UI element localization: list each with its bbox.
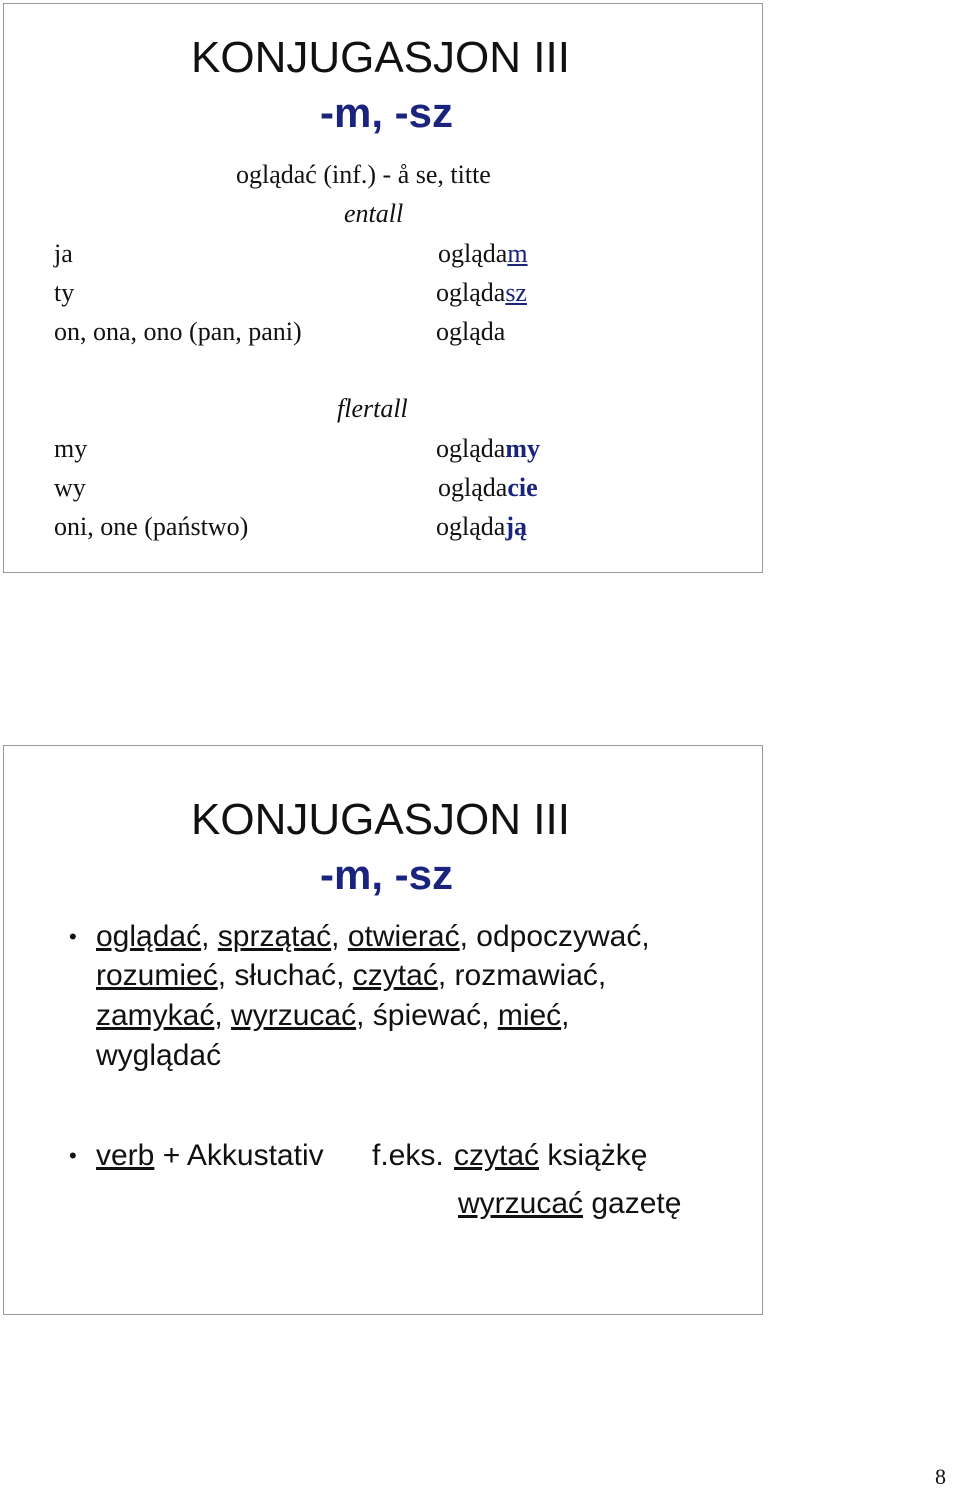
verb-list-line-1: oglądać, sprzątać, otwierać, odpoczywać, [96, 920, 650, 953]
ending-m: m [507, 239, 528, 268]
pronoun-on: on, ona, ono (pan, pani) [54, 317, 302, 346]
form-on: ogląda [436, 317, 506, 346]
form-my: oglądamy [436, 434, 540, 463]
page-number: 8 [935, 1464, 946, 1489]
example-label: f.eks. [372, 1139, 444, 1172]
verb-link: rozumieć [96, 959, 218, 992]
ending-cie: cie [507, 473, 538, 502]
form-wy: oglądacie [438, 473, 538, 502]
verb-text: odpoczywać, [476, 920, 650, 953]
verb-list-line-4 [96, 1041, 221, 1071]
verb-text: wyglądać [96, 1039, 222, 1072]
rule-line: verb + Akkustativ [96, 1139, 324, 1172]
verb-link: otwierać [347, 920, 460, 953]
pronoun-wy: wy [54, 473, 86, 502]
verb-link: oglądać [96, 920, 202, 953]
ending-my: my [505, 434, 540, 463]
verb-link: mieć [497, 999, 562, 1032]
singular-label: entall [344, 199, 404, 228]
verb-list-line-2: rozumieć, słuchać, czytać, rozmawiać, [96, 959, 607, 992]
plural-label: flertall [337, 394, 408, 423]
example-2: wyrzucać gazetę [458, 1187, 682, 1220]
verb-link: czytać [352, 959, 438, 992]
verb-link: zamykać [96, 999, 215, 1032]
ending-sz: sz [505, 278, 527, 307]
verb-link: wyrzucać [458, 1187, 584, 1220]
bullet-dot: • [69, 1143, 77, 1168]
form-ja: oglądam [438, 239, 528, 268]
slide-verb-list [3, 745, 763, 1315]
verb-term: verb [96, 1139, 155, 1172]
ending-ja: ją [505, 512, 527, 541]
slide-conjugation-table [3, 3, 763, 573]
slide-subtitle: -m, -sz [320, 851, 454, 898]
pronoun-ty: ty [54, 278, 75, 307]
example-1: czytać książkę [454, 1139, 648, 1172]
form-oni: oglądają [436, 512, 527, 541]
slide-title: KONJUGASJON III [191, 33, 570, 82]
infinitive-line: oglądać (inf.) - å se, titte [236, 160, 491, 189]
slide-subtitle: -m, -sz [320, 89, 454, 136]
form-ty: oglądasz [436, 278, 527, 307]
verb-list-line-3: zamykać, wyrzucać, śpiewać, mieć, [96, 999, 570, 1032]
verb-link: czytać [454, 1139, 540, 1172]
verb-text: słuchać, [234, 959, 345, 992]
slide-title: KONJUGASJON III [191, 795, 570, 844]
verb-link: wyrzucać [231, 999, 357, 1032]
verb-link: sprzątać [217, 920, 332, 953]
pronoun-ja: ja [54, 239, 73, 268]
verb-text: śpiewać, [372, 999, 490, 1032]
pronoun-my: my [54, 434, 88, 463]
pronoun-oni: oni, one (państwo) [54, 512, 249, 541]
verb-text: rozmawiać, [454, 959, 607, 992]
bullet-dot: • [69, 924, 77, 949]
